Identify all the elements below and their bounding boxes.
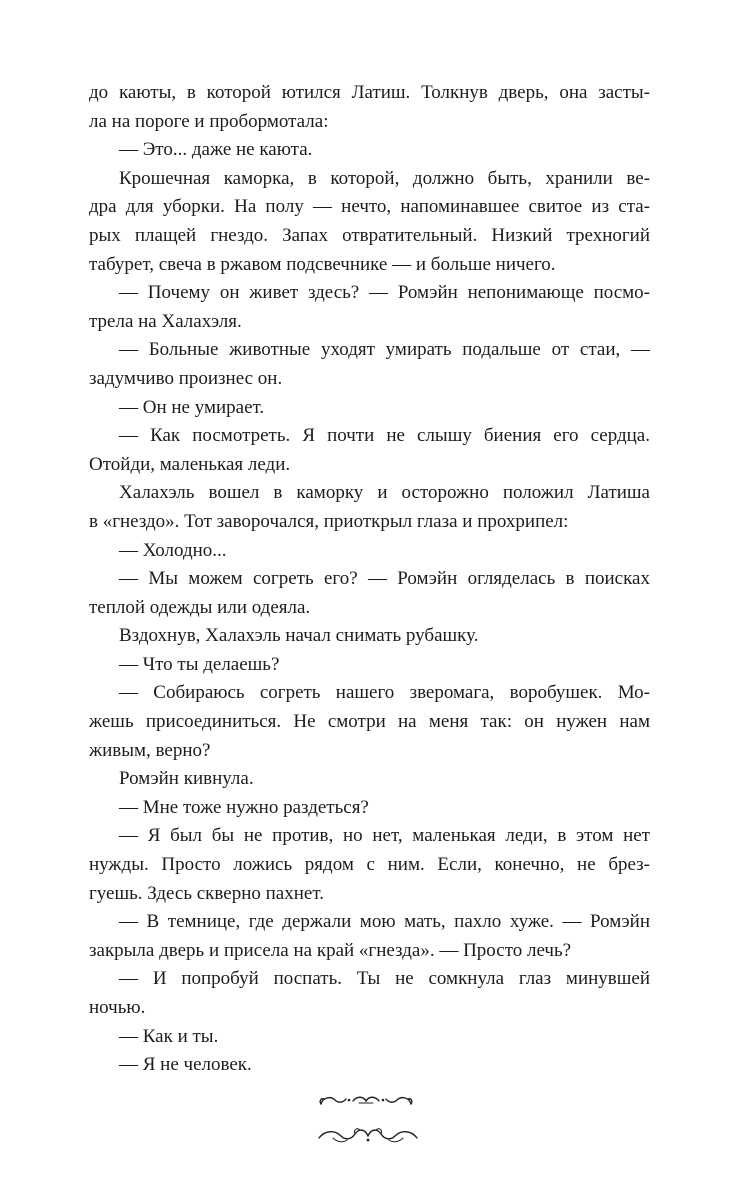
text-line: ночью. xyxy=(89,997,146,1018)
text-line: Отойди, маленькая леди. xyxy=(89,453,291,475)
text-line: задумчиво произнес он. xyxy=(89,367,283,389)
text-line: Ромэйн кивнула. xyxy=(119,768,254,790)
paragraph xyxy=(89,479,650,536)
paragraph xyxy=(89,336,650,393)
paragraph xyxy=(89,565,650,622)
text-line: Вздохнув, Халахэль начал снимать рубашку. xyxy=(119,625,479,647)
text-line: — Что ты делаешь? xyxy=(119,653,280,675)
paragraph xyxy=(89,908,650,965)
text-line: трела на Халахэля. xyxy=(89,310,242,332)
text-line: — В темнице, где держали мою мать, пахло хуже. — Ромэйн xyxy=(119,911,650,933)
paragraph xyxy=(89,136,650,165)
paragraph xyxy=(89,537,650,566)
page-body-text xyxy=(89,79,650,1080)
text-line: — Это... даже не каюта. xyxy=(119,139,313,161)
text-line: гуешь. Здесь скверно пахнет. xyxy=(89,882,324,904)
paragraph xyxy=(89,79,650,136)
text-line: — Я был бы не против, но нет, маленькая леди, в этом нет xyxy=(119,825,650,847)
paragraph xyxy=(89,679,650,765)
paragraph xyxy=(89,394,650,423)
text-line: — Мы можем согреть его? — Ромэйн огляделась в поисках xyxy=(119,568,650,590)
text-line: — Как посмотреть. Я почти не слышу биения его сердца. xyxy=(119,425,650,447)
text-line: табурет, свеча в ржавом подсвечнике — и больше ничего. xyxy=(89,253,556,275)
text-line: в «гнездо». Тот заворочался, приоткрыл глаза и прохрипел: xyxy=(89,510,569,532)
text-line: рых плащей гнездо. Запах отвратительный. Низкий трехногий xyxy=(89,224,650,246)
text-line: Крошечная каморка, в которой, должно быть, хранили ве- xyxy=(119,167,650,189)
text-line: — Больные животные уходят умирать подальше от стаи, — xyxy=(119,339,650,361)
text-line: теплой одежды или одеяла. xyxy=(89,596,311,618)
text-line: — Он не умирает. xyxy=(119,396,265,418)
section-ornament-icon xyxy=(313,1092,425,1148)
text-line: — Мне тоже нужно раздеться? xyxy=(119,796,369,818)
text-line: — Собираюсь согреть нашего зверомага, воробушек. Мо- xyxy=(119,682,650,704)
paragraph xyxy=(89,622,650,651)
paragraph xyxy=(89,822,650,908)
text-line: жешь присоединиться. Не смотри на меня так: он нужен нам xyxy=(89,711,650,733)
text-line: до каюты, в которой ютился Латиш. Толкнув дверь, она засты- xyxy=(89,82,650,103)
paragraph xyxy=(89,794,650,823)
text-line: Халахэль вошел в каморку и осторожно положил Латиша xyxy=(119,482,650,504)
paragraph xyxy=(89,422,650,479)
text-line: — Как и ты. xyxy=(119,1025,219,1047)
text-line: — И попробуй поспать. Ты не сомкнула глаз минувшей xyxy=(119,968,650,990)
text-line: — Я не человек. xyxy=(119,1054,252,1076)
text-line: ла на пороге и пробормотала: xyxy=(89,110,329,132)
text-line: живым, верно? xyxy=(89,739,211,761)
paragraph xyxy=(89,279,650,336)
paragraph xyxy=(89,165,650,279)
paragraph xyxy=(89,965,650,1022)
paragraph xyxy=(89,651,650,680)
text-line: дра для уборки. На полу — нечто, напоминавшее свитое из ста- xyxy=(89,196,650,218)
text-line: — Почему он живет здесь? — Ромэйн непонимающе посмо- xyxy=(119,282,650,304)
text-line: — Холодно... xyxy=(119,539,227,561)
text-line: нужды. Просто ложись рядом с ним. Если, конечно, не брез- xyxy=(89,854,650,876)
text-line: закрыла дверь и присела на край «гнезда». — Просто лечь? xyxy=(89,939,572,961)
paragraph xyxy=(89,1023,650,1052)
paragraph xyxy=(89,765,650,794)
paragraph xyxy=(89,1051,650,1080)
